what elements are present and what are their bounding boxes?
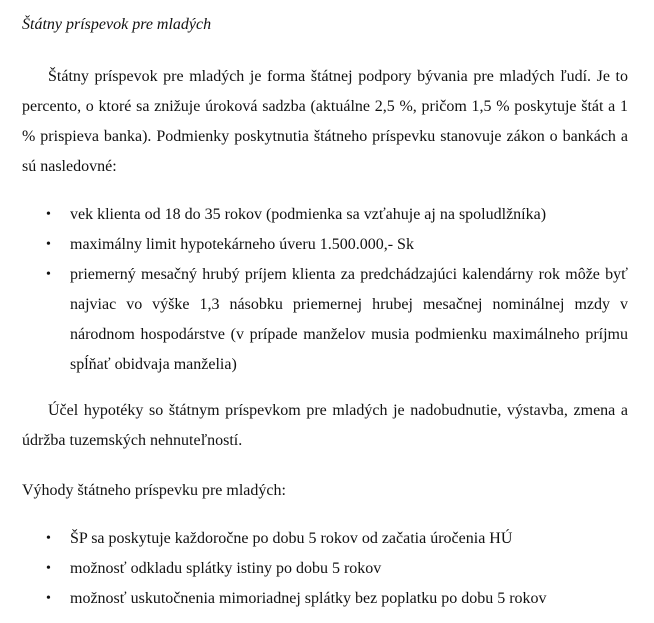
list-item-text: možnosť odkladu splátky istiny po dobu 5 rokov bbox=[70, 560, 382, 577]
benefits-heading: Výhody štátneho príspevku pre mladých: bbox=[22, 482, 286, 499]
bullet-icon: • bbox=[46, 531, 51, 546]
bullet-icon: • bbox=[46, 561, 51, 576]
benefits-list bbox=[22, 524, 628, 614]
list-item-text: vek klienta od 18 do 35 rokov (podmienka sa vzťahuje aj na spoludlžníka) bbox=[70, 206, 547, 223]
list-item bbox=[22, 200, 628, 230]
list-item bbox=[22, 230, 628, 260]
list-item-text: maximálny limit hypotekárneho úveru 1.500.000,- Sk bbox=[70, 236, 414, 253]
purpose-paragraph: Účel hypotéky so štátnym príspevkom pre mladých je nadobudnutie, výstavba, zmena a údržba tuzemských nehnuteľností. bbox=[22, 402, 628, 449]
list-item bbox=[22, 554, 628, 584]
list-item-text: priemerný mesačný hrubý príjem klienta za predchádzajúci kalendárny rok môže byť najviac vo výške 1,3 násobku priemernej hrubej mesačnej nominálnej mzdy v národnom hospodárstve (v prípade manželov musia podmienku maximálneho príjmu spĺňať obidvaja manželia) bbox=[70, 266, 628, 373]
document-title: Štátny príspevok pre mladých bbox=[22, 16, 212, 33]
list-item-text: ŠP sa poskytuje každoročne po dobu 5 rokov od začatia úročenia HÚ bbox=[70, 530, 513, 547]
intro-paragraph: Štátny príspevok pre mladých je forma štátnej podpory bývania pre mladých ľudí. Je to percento, o ktoré sa znižuje úroková sadzba (aktuálne 2,5 %, pričom 1,5 % poskytuje štát a 1 % prispieva banka). Podmienky poskytnutia štátneho príspevku stanovuje zákon o bankách a sú nasledovné: bbox=[22, 68, 628, 175]
list-item bbox=[22, 524, 628, 554]
bullet-icon: • bbox=[46, 591, 51, 606]
bullet-icon: • bbox=[46, 207, 51, 222]
list-item bbox=[22, 584, 628, 614]
list-item bbox=[22, 260, 628, 380]
bullet-icon: • bbox=[46, 237, 51, 252]
bullet-icon: • bbox=[46, 267, 51, 282]
list-item-text: možnosť uskutočnenia mimoriadnej splátky bez poplatku po dobu 5 rokov bbox=[70, 590, 547, 607]
conditions-list bbox=[22, 200, 628, 380]
